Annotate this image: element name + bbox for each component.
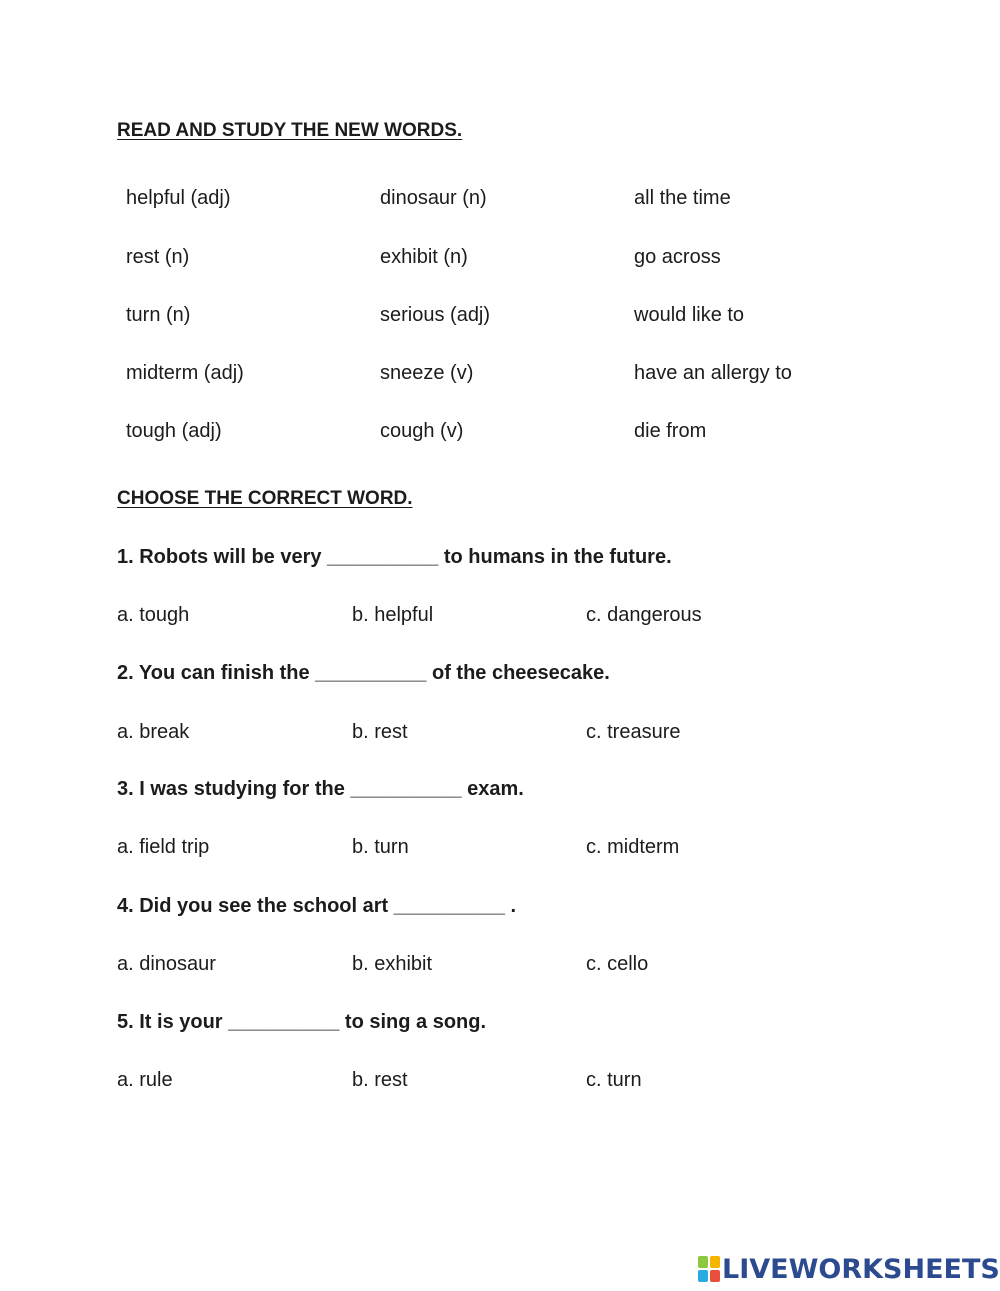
- answer-option[interactable]: b. helpful: [352, 604, 434, 626]
- vocab-phrase: die from: [634, 420, 707, 442]
- answer-option[interactable]: c. treasure: [586, 721, 681, 743]
- question-text: 1. Robots will be very __________ to humans in the future.: [117, 546, 672, 568]
- question-text: 2. You can finish the __________ of the cheesecake.: [117, 662, 610, 684]
- logo-block-yellow: [710, 1256, 720, 1268]
- answer-option[interactable]: a. tough: [117, 604, 190, 626]
- logo-block-red: [710, 1270, 720, 1282]
- vocab-phrase: would like to: [634, 304, 745, 326]
- logo-block-green: [698, 1256, 708, 1268]
- section1-heading: READ AND STUDY THE NEW WORDS.: [117, 120, 463, 141]
- vocab-word: serious (adj): [380, 304, 491, 326]
- answer-option[interactable]: a. rule: [117, 1069, 173, 1091]
- vocab-word: midterm (adj): [126, 362, 244, 384]
- answer-option[interactable]: b. exhibit: [352, 953, 433, 975]
- answer-option[interactable]: c. turn: [586, 1069, 642, 1091]
- answer-option[interactable]: a. field trip: [117, 836, 210, 858]
- vocab-phrase: have an allergy to: [634, 362, 792, 384]
- answer-option[interactable]: a. break: [117, 721, 190, 743]
- vocab-word: helpful (adj): [126, 187, 231, 209]
- answer-option[interactable]: b. rest: [352, 1069, 408, 1091]
- vocab-word: tough (adj): [126, 420, 222, 442]
- answer-option[interactable]: b. turn: [352, 836, 409, 858]
- logo-blocks-icon: [698, 1256, 720, 1282]
- vocab-word: dinosaur (n): [380, 187, 487, 209]
- vocab-word: rest (n): [126, 246, 190, 268]
- vocab-word: turn (n): [126, 304, 191, 326]
- vocab-phrase: go across: [634, 246, 721, 268]
- vocab-phrase: all the time: [634, 187, 731, 209]
- answer-option[interactable]: b. rest: [352, 721, 408, 743]
- vocab-word: exhibit (n): [380, 246, 468, 268]
- vocab-word: sneeze (v): [380, 362, 474, 384]
- vocab-word: cough (v): [380, 420, 464, 442]
- answer-option[interactable]: c. cello: [586, 953, 649, 975]
- liveworksheets-logo: [698, 1252, 1000, 1286]
- section2-heading: CHOOSE THE CORRECT WORD.: [117, 488, 413, 509]
- answer-option[interactable]: c. dangerous: [586, 604, 702, 626]
- question-text: 3. I was studying for the __________ exam.: [117, 778, 524, 800]
- question-text: 4. Did you see the school art __________ .: [117, 895, 517, 917]
- answer-option[interactable]: a. dinosaur: [117, 953, 216, 975]
- logo-block-blue: [698, 1270, 708, 1282]
- question-text: 5. It is your __________ to sing a song.: [117, 1011, 487, 1033]
- logo-text: LIVEWORKSHEETS: [722, 1253, 1000, 1285]
- answer-option[interactable]: c. midterm: [586, 836, 680, 858]
